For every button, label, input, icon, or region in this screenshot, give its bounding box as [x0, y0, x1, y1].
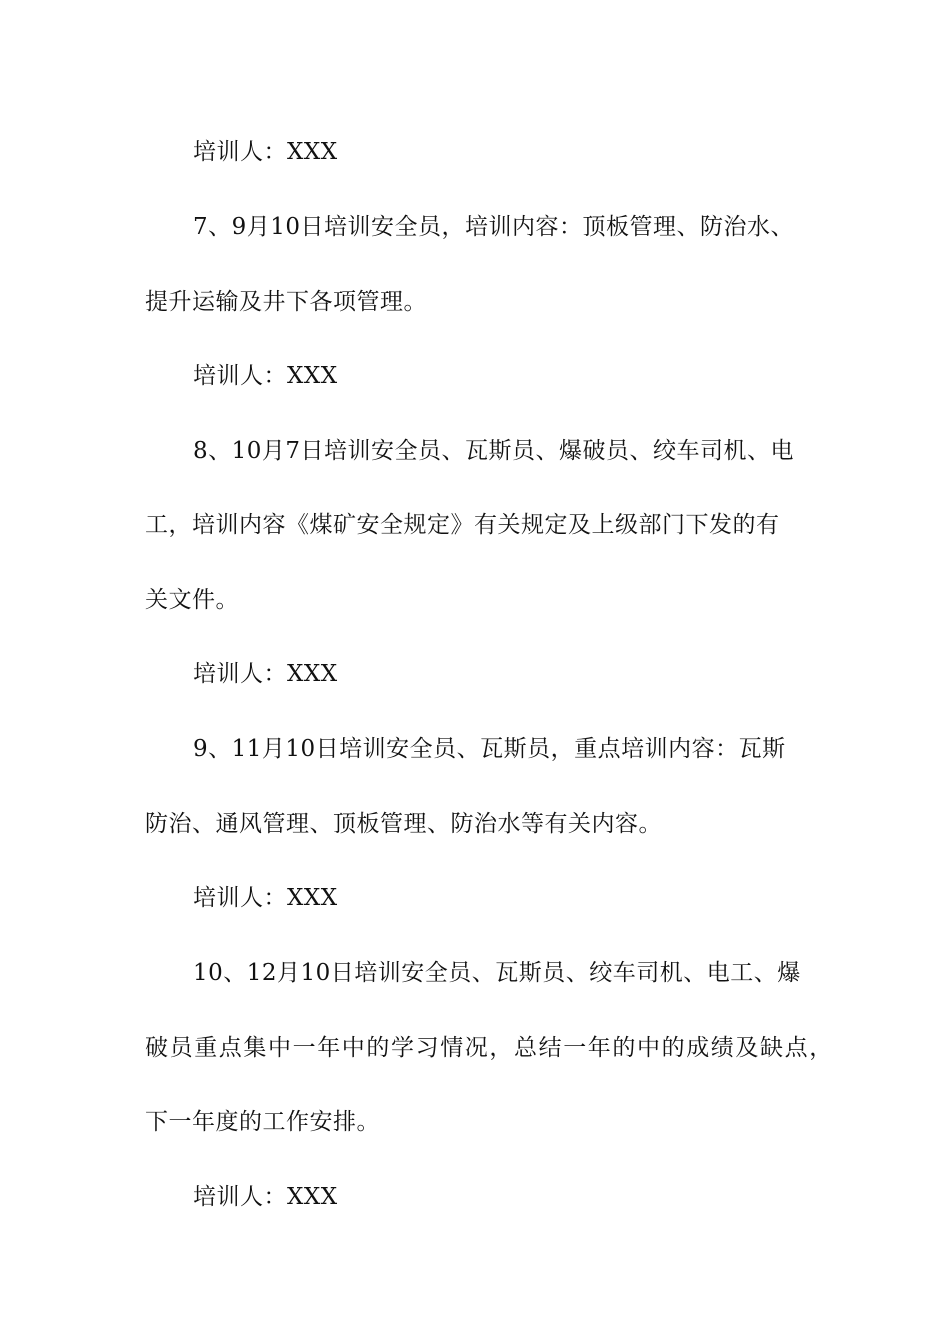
item-10-line-3: 下一年度的工作安排。 [145, 1109, 380, 1135]
item-7-line-2: 提升运输及井下各项管理。 [145, 289, 427, 315]
item-10-line-2: 破员重点集中一年中的学习情况，总结一年的中的成绩及缺点， [145, 1035, 834, 1061]
item-10-line-1: 10、12月10日培训安全员、瓦斯员、绞车司机、电工、爆 [193, 960, 801, 986]
item-8-line-1: 8、10月7日培训安全员、瓦斯员、爆破员、绞车司机、电 [193, 438, 795, 464]
item-9-line-1: 9、11月10日培训安全员、瓦斯员，重点培训内容：瓦斯 [193, 736, 786, 762]
trainer-line-3: 培训人：XXX [193, 661, 338, 687]
item-7-line-1: 7、9月10日培训安全员，培训内容：顶板管理、防治水、 [193, 214, 795, 240]
item-9-line-2: 防治、通风管理、顶板管理、防治水等有关内容。 [145, 811, 662, 837]
item-8-line-2: 工，培训内容《煤矿安全规定》有关规定及上级部门下发的有 [145, 512, 780, 538]
trainer-line-5: 培训人：XXX [193, 1184, 338, 1210]
trainer-line-4: 培训人：XXX [193, 885, 338, 911]
item-8-line-3: 关文件。 [145, 587, 239, 613]
trainer-line-2: 培训人：XXX [193, 363, 338, 389]
trainer-line-1: 培训人：XXX [193, 139, 338, 165]
